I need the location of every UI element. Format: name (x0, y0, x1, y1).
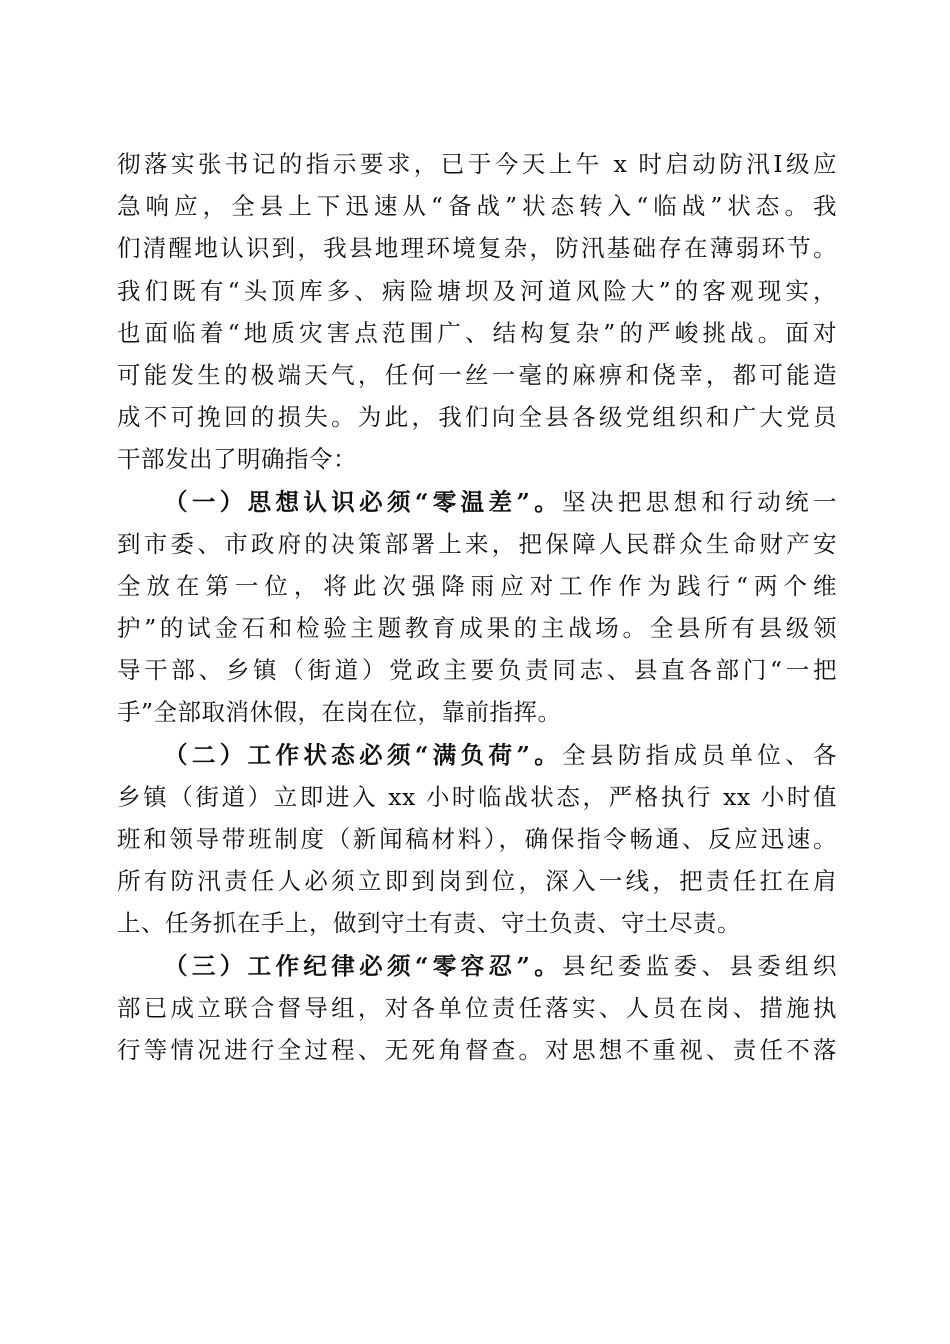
text-line: 班和领导带班制度（新闻稿材料），确保指令畅通、反应迅速。 (117, 825, 837, 853)
text-line: 彻落实张书记的指示要求，已于今天上午 x 时启动防汛Ⅰ级应 (117, 150, 837, 178)
text-line: 们清醒地认识到，我县地理环境复杂，防汛基础存在薄弱环节。 (117, 234, 837, 263)
text-line: 全放在第一位，将此次强降雨应对工作作为践行“两个维 (117, 571, 837, 600)
text-line: 我们既有“头顶库多、病险塘坝及河道风险大”的客观现实， (117, 276, 837, 305)
text-line: 行等情况进行全过程、无死角督查。对思想不重视、责任不落 (117, 1035, 837, 1064)
text-line: 手”全部取消休假，在岗在位，靠前指挥。 (117, 698, 562, 727)
text-line: 成不可挽回的损失。为此，我们向全县各级党组织和广大党员 (117, 403, 837, 432)
section-text: 县纪委监委、县委组织 (562, 951, 837, 980)
text-line: 部已成立联合督导组，对各单位责任落实、人员在岗、措施执 (117, 993, 837, 1022)
section-heading: （二）工作状态必须“满负荷”。 (164, 740, 563, 769)
paragraph-intro (117, 143, 837, 481)
section-heading: （一）思想认识必须“零温差”。 (164, 487, 563, 516)
paragraph-section-1 (117, 481, 837, 734)
text-line: 乡镇（街道）立即进入 xx 小时临战状态，严格执行 xx 小时值 (117, 782, 837, 811)
text-line (117, 945, 837, 987)
text-line (117, 481, 837, 523)
text-line: 急响应，全县上下迅速从“备战”状态转入“临战”状态。我 (117, 192, 837, 221)
document-body (117, 143, 837, 1071)
section-heading: （三）工作纪律必须“零容忍”。 (164, 951, 563, 980)
section-text: 坚决把思想和行动统一 (562, 487, 837, 516)
section-text: 全县防指成员单位、各 (562, 740, 837, 769)
text-line: 上、任务抓在手上，做到守土有责、守土负责、守土尽责。 (117, 909, 741, 938)
text-line: 到市委、市政府的决策部署上来，把保障人民群众生命财产安 (117, 529, 837, 558)
text-line: 干部发出了明确指令： (117, 445, 357, 474)
text-line (117, 734, 837, 776)
paragraph-section-3 (117, 945, 837, 1072)
text-line: 导干部、乡镇（街道）党政主要负责同志、县直各部门“一把 (117, 656, 837, 685)
paragraph-section-2 (117, 734, 837, 945)
text-line: 也面临着“地质灾害点范围广、结构复杂”的严峻挑战。面对 (117, 318, 837, 347)
text-line: 护”的试金石和检验主题教育成果的主战场。全县所有县级领 (117, 614, 837, 643)
text-line: 可能发生的极端天气，任何一丝一毫的麻痹和侥幸，都可能造 (117, 360, 837, 389)
text-line: 所有防汛责任人必须立即到岗到位，深入一线，把责任扛在肩 (117, 867, 837, 896)
